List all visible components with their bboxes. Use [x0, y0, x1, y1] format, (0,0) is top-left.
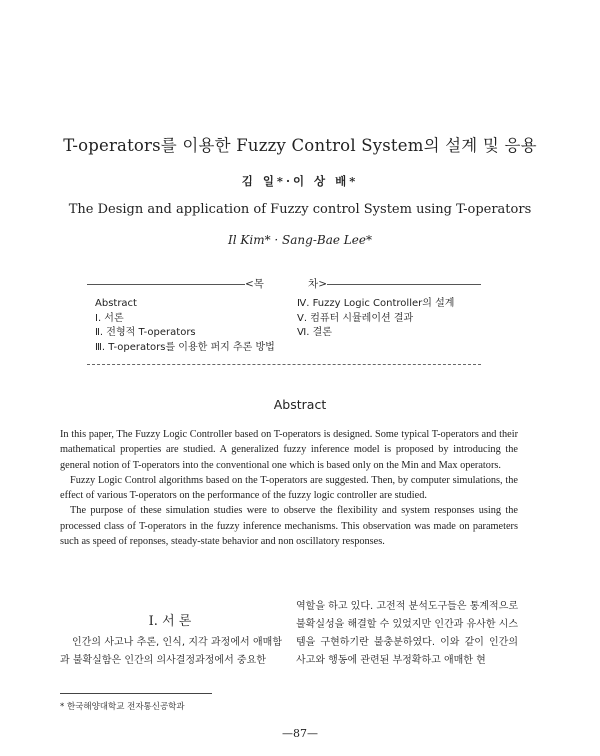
toc-column-right: [297, 297, 454, 341]
table-of-contents: [87, 278, 481, 365]
toc-item: Ⅲ. T-operators를 이용한 퍼지 추론 방법: [95, 341, 275, 353]
body-column-left: [60, 634, 282, 670]
toc-item: Ⅴ. 컴퓨터 시뮬레이션 결과: [297, 312, 414, 324]
authors-korean: 김 일*·이 상 배*: [241, 174, 359, 188]
toc-rule-left: [87, 284, 245, 285]
abstract-paragraph: In this paper, The Fuzzy Logic Controller based on T-operators is designed. Some typical T-operators and their mathematical properties are studied. A generalized fuzzy inference model is proposed by introducing the general notion of T-operators into the conventional one which is based only on the Min and Max operators.: [60, 429, 518, 471]
paper-title-english: The Design and application of Fuzzy control System using T-operators: [68, 202, 532, 217]
footnote: * 한국해양대학교 전자통신공학과: [60, 702, 185, 712]
abstract-paragraph: Fuzzy Logic Control algorithms based on the T-operators are suggested. Then, by computer simulations, the effect of various T-operators on the performance of the fuzzy logic controller are studied.: [60, 474, 518, 502]
toc-heading: [245, 276, 327, 291]
abstract-paragraph: The purpose of these simulation studies were to observe the flexibility and system responses using the processed class of T-operators in the fuzzy inference mechanisms. This observation was made on parameters such as speed of reponses, steady-state behavior and non oscillatory responses.: [60, 505, 518, 548]
toc-item: Ⅱ. 전형적 T-operators: [95, 327, 196, 338]
section-heading-introduction: Ⅰ. 서 론: [148, 614, 192, 629]
toc-heading-right: 차>: [308, 278, 327, 290]
toc-item: Abstract: [95, 298, 137, 309]
paper-title: T-operators를 이용한 Fuzzy Control System의 설계 및 응용: [63, 136, 537, 155]
toc-item: Ⅵ. 결론: [297, 327, 332, 338]
authors-english: Il Kim* · Sang-Bae Lee*: [228, 233, 372, 247]
toc-column-left: [95, 297, 275, 355]
page-number: —87—: [282, 727, 318, 740]
toc-item: Ⅳ. Fuzzy Logic Controller의 설계: [297, 298, 455, 309]
body-paragraph: 인간의 사고나 추론, 인식, 지각 과정에서 애매함과 불확실함은 인간의 의사결정과정에서 중요한: [60, 637, 282, 666]
footnote-divider: [60, 693, 212, 694]
toc-heading-left: <목: [245, 278, 264, 290]
abstract-heading: Abstract: [273, 397, 327, 412]
body-column-right: [296, 598, 518, 670]
body-paragraph: 역할을 하고 있다. 고전적 분석도구들은 통계적으로 불확실성을 해결할 수 있었지만 인간과 유사한 시스템을 구현하기란 불충분하였다. 이와 같이 인간의 사고와 행동에 관련된 부정확하고 애매한 현: [296, 601, 518, 666]
abstract-body: [60, 427, 518, 549]
toc-item: Ⅰ. 서론: [95, 312, 124, 324]
toc-rule-right: [327, 284, 481, 285]
